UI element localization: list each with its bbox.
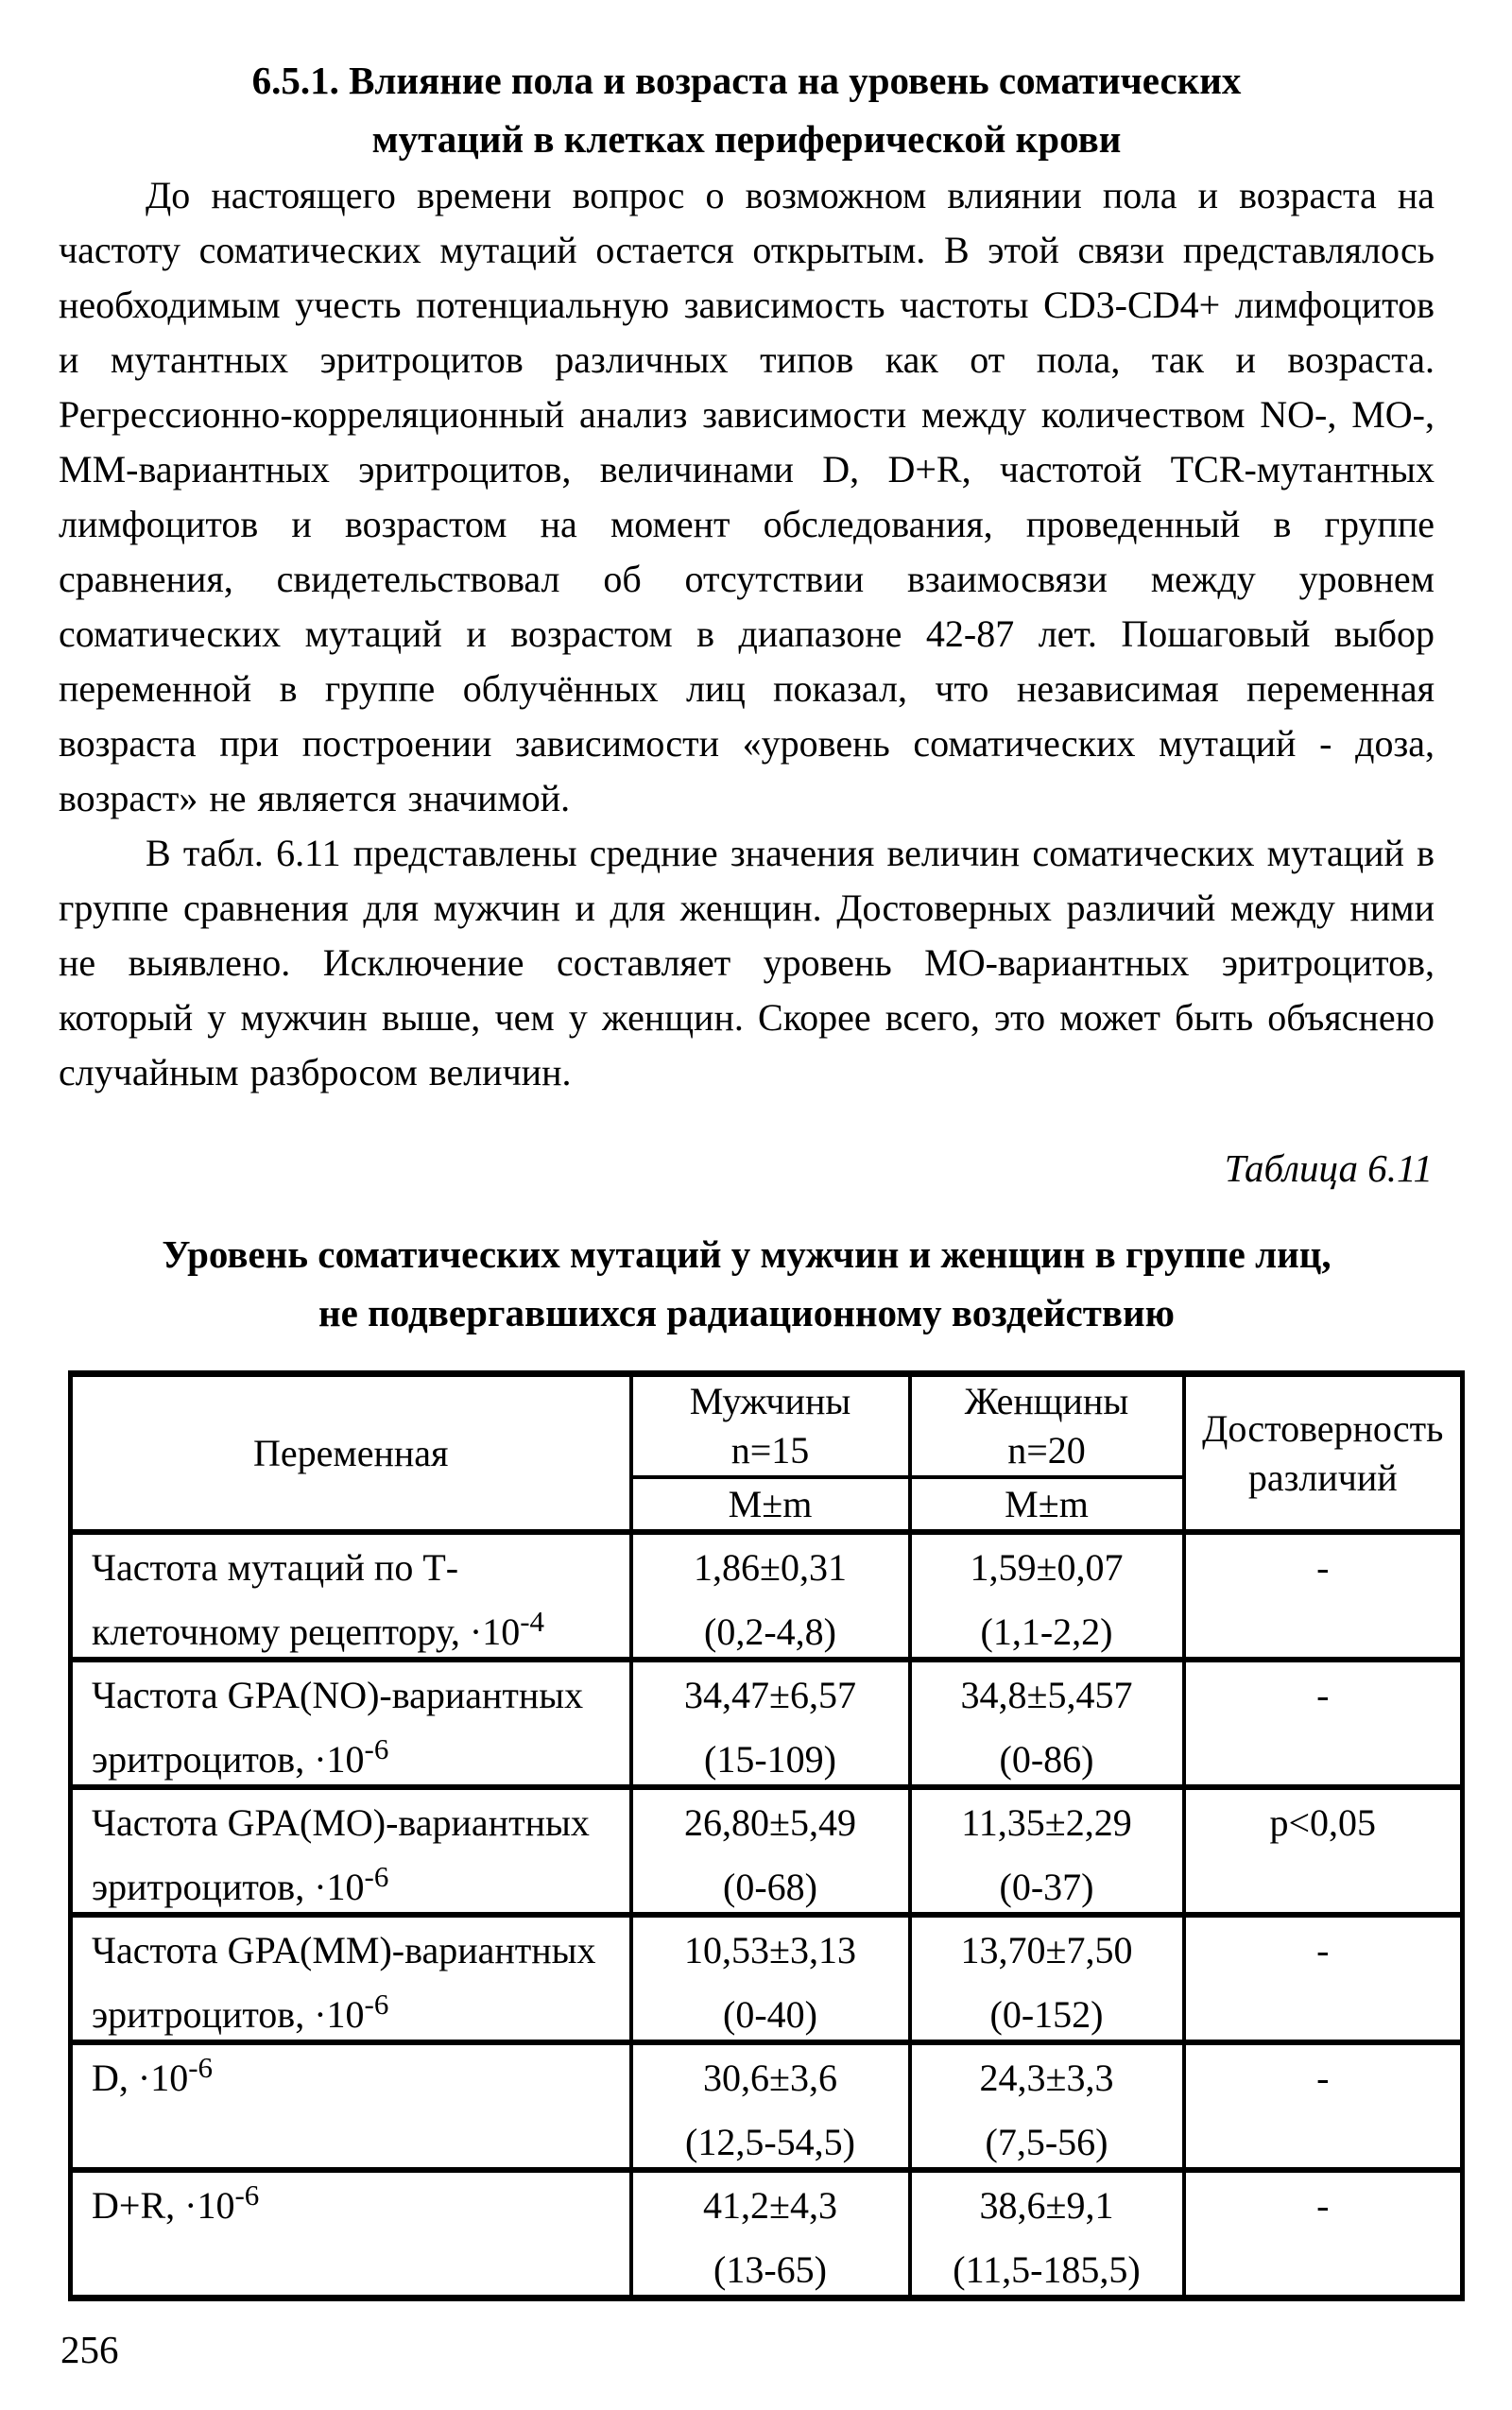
variable-line2 xyxy=(92,2251,629,2295)
men-value-cell xyxy=(631,1787,910,1915)
men-value-cell xyxy=(631,2170,910,2298)
variable-line2: эритроцитов, ·10-6 xyxy=(92,1866,629,1912)
significance-cell xyxy=(1184,2042,1463,2170)
exponent: -6 xyxy=(364,1732,389,1765)
men-range: (12,5-54,5) xyxy=(685,2121,855,2163)
women-value-cell xyxy=(910,2042,1184,2170)
variable-line2: клеточному рецептору, ·10-4 xyxy=(92,1610,629,1657)
table-row-d-plus-r xyxy=(71,2170,1463,2298)
table-row-gpa-mm xyxy=(71,1915,1463,2042)
variable-line1: D, ·10-6 xyxy=(92,2057,629,2103)
section-heading xyxy=(59,51,1435,168)
table-row-gpa-no xyxy=(71,1660,1463,1787)
variable-cell xyxy=(71,2170,631,2298)
page-number: 256 xyxy=(60,2328,119,2371)
subheader-men-mm: M±m xyxy=(631,1477,910,1532)
men-value-cell xyxy=(631,1660,910,1787)
men-mean: 34,47±6,57 xyxy=(684,1674,856,1716)
women-mean: 34,8±5,457 xyxy=(960,1674,1133,1716)
header-women-cell xyxy=(910,1374,1184,1478)
men-mean: 41,2±4,3 xyxy=(703,2184,837,2227)
table-row-gpa-mo xyxy=(71,1787,1463,1915)
variable-line1: Частота мутаций по Т- xyxy=(92,1546,459,1589)
header-significance-line1: Достоверность xyxy=(1202,1406,1444,1450)
men-value-cell xyxy=(631,1915,910,2042)
significance-value: - xyxy=(1316,1929,1330,1971)
variable-line1: Частота GPA(NO)-вариантных xyxy=(92,1674,584,1716)
section-heading-line2: мутаций в клетках периферической крови xyxy=(371,117,1122,161)
women-value-cell xyxy=(910,1532,1184,1660)
women-mean: 1,59±0,07 xyxy=(970,1546,1124,1589)
women-mean: 38,6±9,1 xyxy=(979,2184,1114,2227)
significance-value: - xyxy=(1316,2057,1330,2099)
variable-cell xyxy=(71,1915,631,2042)
men-range: (15-109) xyxy=(704,1738,836,1781)
women-range: (0-86) xyxy=(999,1738,1094,1781)
men-mean: 26,80±5,49 xyxy=(684,1801,856,1844)
results-table xyxy=(68,1370,1465,2301)
header-men-label: Мужчины xyxy=(689,1380,851,1422)
variable-line2 xyxy=(92,2124,629,2167)
header-women-label: Женщины xyxy=(964,1380,1129,1422)
variable-line2: эритроцитов, ·10-6 xyxy=(92,1993,629,2040)
table-row-d xyxy=(71,2042,1463,2170)
men-value-cell xyxy=(631,1532,910,1660)
women-mean: 24,3±3,3 xyxy=(979,2057,1114,2099)
women-value-cell xyxy=(910,1660,1184,1787)
women-value-cell xyxy=(910,2170,1184,2298)
header-significance-line2: различий xyxy=(1247,1455,1398,1499)
men-mean: 10,53±3,13 xyxy=(684,1929,856,1971)
women-range: (7,5-56) xyxy=(985,2121,1108,2163)
women-mean: 11,35±2,29 xyxy=(961,1801,1132,1844)
header-men-count: n=15 xyxy=(730,1429,810,1472)
significance-cell xyxy=(1184,1532,1463,1660)
table-header-row xyxy=(71,1374,1463,1478)
table-row-tcr xyxy=(71,1532,1463,1660)
exponent: -6 xyxy=(234,2178,260,2212)
exponent: -6 xyxy=(364,1860,389,1893)
men-value-cell xyxy=(631,2042,910,2170)
significance-cell xyxy=(1184,1787,1463,1915)
women-range: (11,5-185,5) xyxy=(953,2248,1141,2291)
men-mean: 1,86±0,31 xyxy=(694,1546,847,1589)
men-range: (0-40) xyxy=(723,1993,817,2036)
header-variable-label: Переменная xyxy=(253,1431,449,1474)
table-title xyxy=(59,1225,1435,1342)
subheader-women-mm: M±m xyxy=(910,1477,1184,1532)
variable-line1: Частота GPA(MO)-вариантных xyxy=(92,1801,590,1844)
exponent: -4 xyxy=(520,1605,545,1638)
significance-value: - xyxy=(1316,1674,1330,1716)
men-range: (13-65) xyxy=(713,2248,827,2291)
variable-line2: эритроцитов, ·10-6 xyxy=(92,1738,629,1784)
significance-cell xyxy=(1184,2170,1463,2298)
significance-cell xyxy=(1184,1660,1463,1787)
significance-value: p<0,05 xyxy=(1269,1801,1377,1844)
variable-cell xyxy=(71,1660,631,1787)
variable-cell xyxy=(71,1787,631,1915)
women-mean: 13,70±7,50 xyxy=(960,1929,1133,1971)
women-value-cell xyxy=(910,1787,1184,1915)
significance-value: - xyxy=(1316,1546,1330,1589)
women-range: (0-37) xyxy=(999,1866,1094,1908)
women-range: (1,1-2,2) xyxy=(980,1610,1113,1653)
table-title-line1: Уровень соматических мутаций у мужчин и женщин в группе лиц, xyxy=(162,1232,1332,1276)
exponent: -6 xyxy=(188,2051,214,2084)
variable-cell xyxy=(71,1532,631,1660)
variable-cell xyxy=(71,2042,631,2170)
header-variable-cell xyxy=(71,1374,631,1533)
header-women-count: n=20 xyxy=(1007,1429,1086,1472)
table-caption: Таблица 6.11 xyxy=(1224,1146,1433,1190)
men-range: (0,2-4,8) xyxy=(704,1610,836,1653)
section-heading-line1: 6.5.1. Влияние пола и возраста на уровень соматических xyxy=(251,59,1242,102)
variable-line1: Частота GPA(MM)-вариантных xyxy=(92,1929,596,1971)
paragraph-2: В табл. 6.11 представлены средние значения величин соматических мутаций в группе сравнения для мужчин и для женщин. Достоверных различий между ними не выявлено. Исключение составляет уровень MO-вариантных эритроцитов, который у мужчин выше, чем у женщин. Скорее всего, это может быть объяснено случайным разбросом величин. xyxy=(59,832,1435,1093)
exponent: -6 xyxy=(364,1988,389,2021)
header-men-cell xyxy=(631,1374,910,1478)
women-range: (0-152) xyxy=(989,1993,1104,2036)
table-title-line2: не подвергавшихся радиационному воздействию xyxy=(318,1291,1175,1334)
paragraph-1: До настоящего времени вопрос о возможном влиянии пола и возраста на частоту соматических мутаций остается открытым. В этой связи представлялось необходимым учесть потенциальную зависимость частоты CD3-CD4+ лимфоцитов и мутантных эритроцитов различных типов как от пола, так и возраста. Регрессионно-корреляционный анализ зависимости между количеством NO-, MO-, MM-вариантных эритроцитов, величинами D, D+R, частотой TCR-мутантных лимфоцитов и возрастом на момент обследования, проведенный в группе сравнения, свидетельствовал об отсутствии взаимосвязи между уровнем соматических мутаций и возрастом в диапазоне 42-87 лет. Пошаговый выбор переменной в группе облучённых лиц показал, что независимая переменная возраста при построении зависимости «уровень соматических мутаций - доза, возраст» не является значимой. xyxy=(59,174,1435,819)
variable-line1: D+R, ·10-6 xyxy=(92,2184,629,2230)
significance-value: - xyxy=(1316,2184,1330,2227)
women-value-cell xyxy=(910,1915,1184,2042)
men-range: (0-68) xyxy=(723,1866,817,1908)
men-mean: 30,6±3,6 xyxy=(703,2057,837,2099)
significance-cell xyxy=(1184,1915,1463,2042)
header-significance-cell xyxy=(1184,1374,1463,1533)
